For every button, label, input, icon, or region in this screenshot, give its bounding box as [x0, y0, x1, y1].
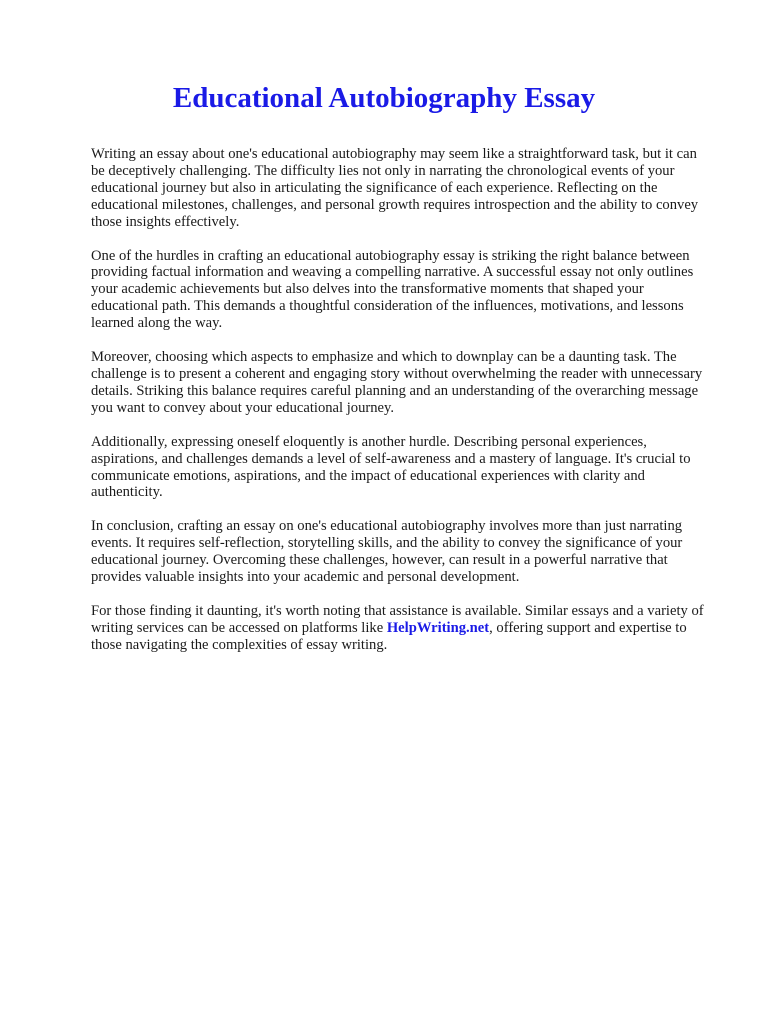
paragraph-5: In conclusion, crafting an essay on one's educational autobiography involves more than just narrating events. It requires self-reflection, storytelling skills, and the ability to convey the significance of your educational journey. Overcoming these challenges, however, can result in a powerful narrative that provides valuable insights into your academic and personal development.: [91, 518, 683, 586]
paragraph-4: Additionally, expressing oneself eloquently is another hurdle. Describing personal experiences, aspirations, and challenges demands a level of self-awareness and a mastery of language. It's crucial to communicate emotions, aspirations, and the impact of educational experiences with clarity and authenticity.: [91, 433, 691, 501]
essay-body: [91, 146, 713, 671]
page-title: Educational Autobiography Essay: [172, 82, 596, 114]
paragraph-2: One of the hurdles in crafting an educational autobiography essay is striking the right balance between providing factual information and weaving a compelling narrative. A successful essay not only outlines your academic achievements but also delves into the transformative moments that shaped your educational path. This demands a thoughtful consideration of the influences, motivations, and lessons learned along the way.: [91, 247, 694, 332]
paragraph-6-after-link: , offering support and expertise to those navigating the complexities of essay writing.: [91, 619, 687, 653]
paragraph-6: [91, 603, 713, 654]
helpwriting-link[interactable]: HelpWriting.net: [386, 619, 490, 636]
paragraph-3: Moreover, choosing which aspects to emphasize and which to downplay can be a daunting task. The challenge is to present a coherent and engaging story without overwhelming the reader with unnecessary details. Striking this balance requires careful planning and an understanding of the overarching message you want to convey about your educational journey.: [91, 349, 703, 416]
paragraph-1: Writing an essay about one's educational autobiography may seem like a straightforward task, but it can be deceptively challenging. The difficulty lies not only in narrating the chronological events of your educational journey but also in articulating the significance of each experience. Reflecting on the educational milestones, challenges, and personal growth requires introspection and the ability to convey those insights effectively.: [91, 146, 699, 230]
paragraph-6-before-link: For those finding it daunting, it's worth noting that assistance is available. Similar essays and a variety of writing services can be accessed on platforms like: [91, 602, 704, 636]
